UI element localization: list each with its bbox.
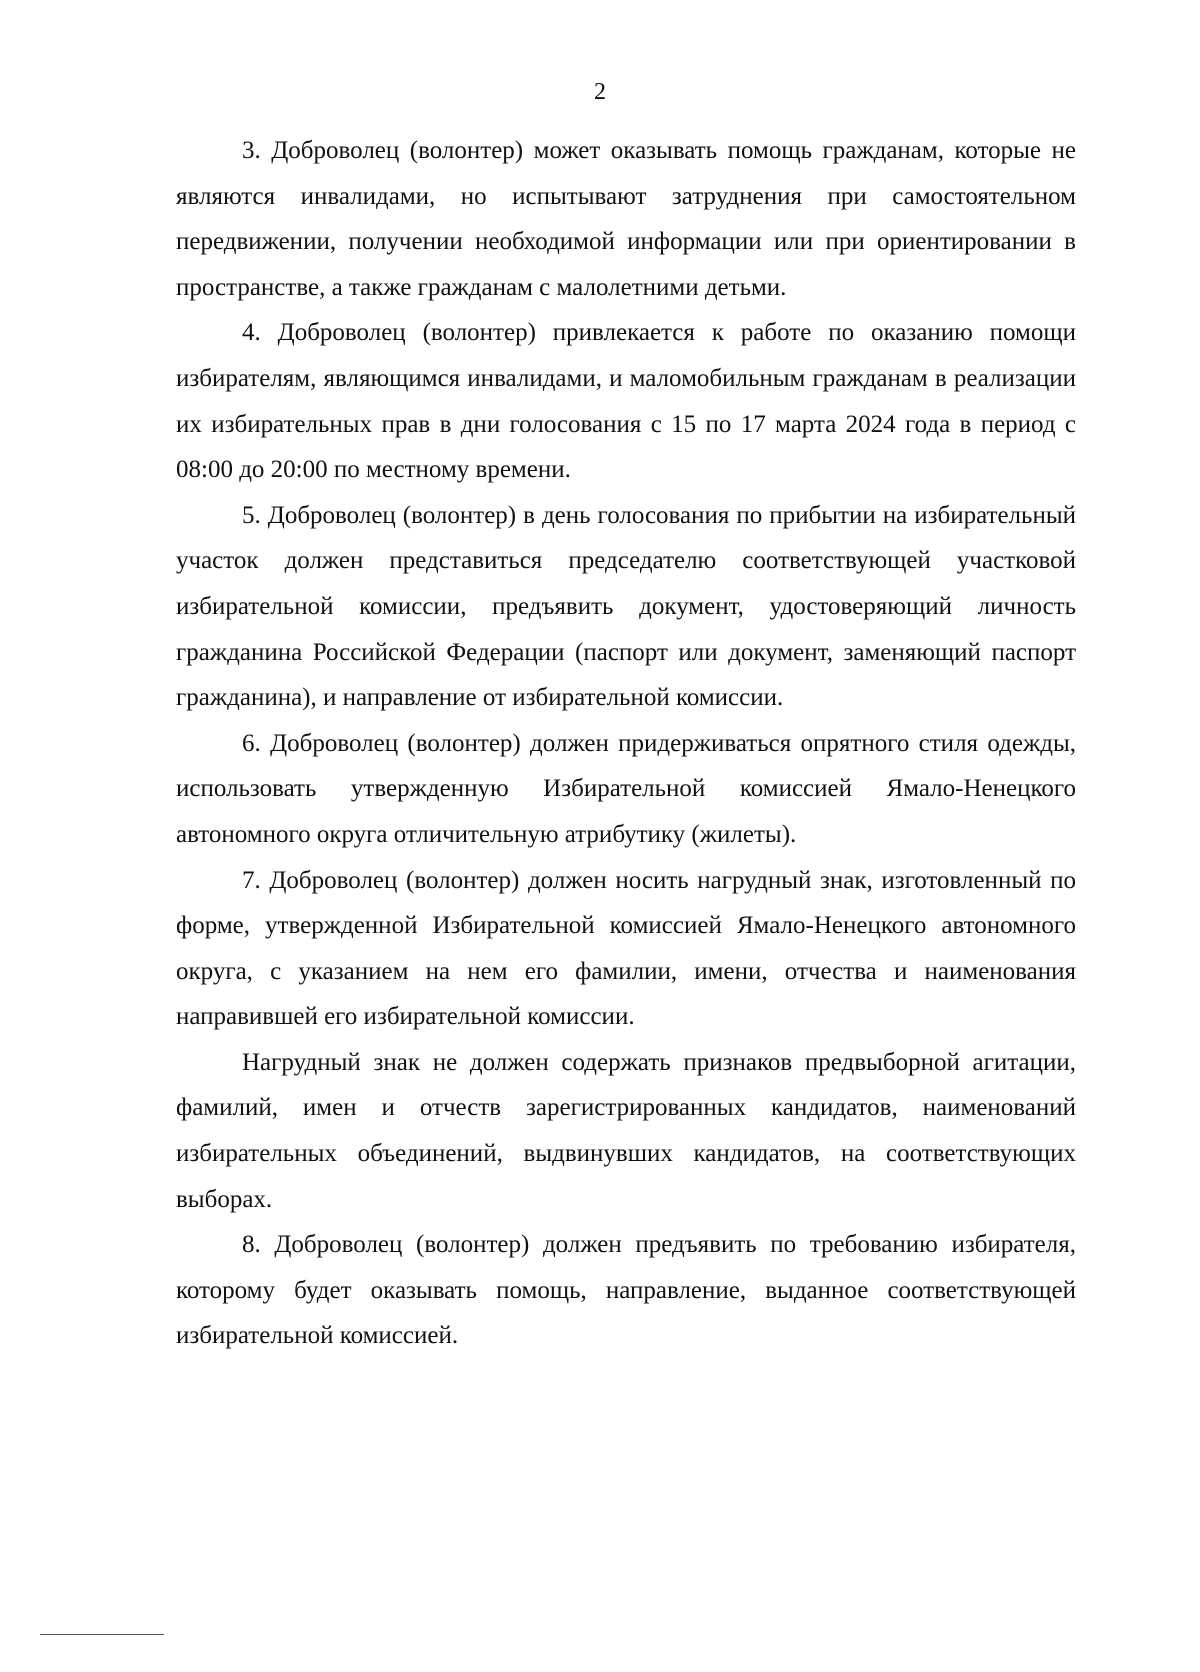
- paragraph-item-4: 4. Доброволец (волонтер) привлекается к работе по оказанию помощи избирателям, являющимся инвалидами, и маломобильным гражданам в реализации их избирательных прав в дни голосования с 15 по 17 марта 2024 года в период с 08:00 до 20:00 по местному времени.: [176, 319, 1076, 484]
- paragraph-item-6: 6. Доброволец (волонтер) должен придерживаться опрятного стиля одежды, использовать утвержденную Избирательной комиссией Ямало-Ненецкого автономного округа отличительную атрибутику (жилеты).: [176, 729, 1076, 848]
- footer-divider: [40, 1634, 164, 1635]
- document-body: [176, 128, 1076, 1359]
- paragraph-item-5: 5. Доброволец (волонтер) в день голосования по прибытии на избирательный участок должен представиться председателю соответствующей участковой избирательной комиссии, предъявить документ, удостоверяющий личность гражданина Российской Федерации (паспорт или документ, заменяющий паспорт гражданина), и направление от избирательной комиссии.: [176, 501, 1076, 712]
- paragraph-item-3: 3. Доброволец (волонтер) может оказывать помощь гражданам, которые не являются инвалидами, но испытывают затруднения при самостоятельном передвижении, получении необходимой информации или при ориентировании в пространстве, а также гражданам с малолетними детьми.: [176, 137, 1076, 301]
- paragraph-item-8: 8. Доброволец (волонтер) должен предъявить по требованию избирателя, которому будет оказывать помощь, направление, выданное соответствующей избирательной комиссией.: [176, 1231, 1076, 1350]
- paragraph-item-7: 7. Доброволец (волонтер) должен носить нагрудный знак, изготовленный по форме, утвержденной Избирательной комиссией Ямало-Ненецкого автономного округа, с указанием на нем его фамилии, имени, отчества и наименования направившей его избирательной комиссии.: [176, 866, 1076, 1031]
- page-number: 2: [594, 79, 606, 105]
- paragraph-badge-note: Нагрудный знак не должен содержать признаков предвыборной агитации, фамилий, имен и отчеств зарегистрированных кандидатов, наименований избирательных объединений, выдвинувших кандидатов, на соответствующих выборах.: [176, 1048, 1076, 1213]
